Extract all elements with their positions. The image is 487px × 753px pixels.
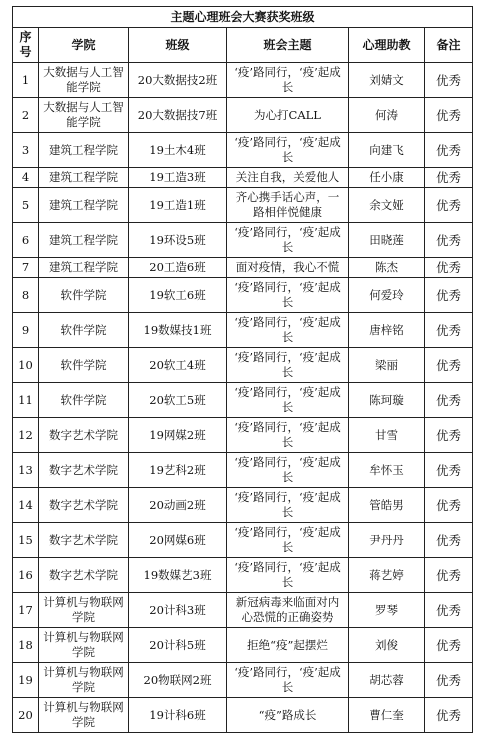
row-note: 优秀 [425, 523, 473, 558]
row-note: 优秀 [425, 628, 473, 663]
header-theme: 班会主题 [227, 28, 349, 63]
row-college: 软件学院 [39, 278, 129, 313]
row-index: 18 [13, 628, 39, 663]
row-note: 优秀 [425, 348, 473, 383]
row-assistant: 牟怀玉 [349, 453, 425, 488]
row-theme: ‘疫’路同行，‘疫’起成长 [227, 348, 349, 383]
table-row [13, 558, 473, 593]
table-row [13, 628, 473, 663]
row-index: 13 [13, 453, 39, 488]
row-college: 计算机与物联网学院 [39, 698, 129, 733]
award-table [12, 6, 473, 733]
row-note: 优秀 [425, 278, 473, 313]
row-assistant: 田晓莲 [349, 223, 425, 258]
row-assistant: 胡芯蓉 [349, 663, 425, 698]
row-note: 优秀 [425, 63, 473, 98]
row-theme: ‘疫’路同行，‘疫’起成长 [227, 453, 349, 488]
row-theme: ‘疫’路同行，‘疫’起成长 [227, 418, 349, 453]
table-row [13, 663, 473, 698]
table-row [13, 63, 473, 98]
row-note: 优秀 [425, 258, 473, 278]
row-index: 3 [13, 133, 39, 168]
row-note: 优秀 [425, 488, 473, 523]
table-title: 主题心理班会大赛获奖班级 [13, 7, 473, 28]
award-table-container [12, 6, 472, 733]
row-note: 优秀 [425, 223, 473, 258]
row-assistant: 蒋艺婷 [349, 558, 425, 593]
row-assistant: 何爱玲 [349, 278, 425, 313]
row-college: 数字艺术学院 [39, 523, 129, 558]
row-assistant: 唐梓铭 [349, 313, 425, 348]
table-row [13, 313, 473, 348]
row-college: 建筑工程学院 [39, 168, 129, 188]
row-theme: ‘疫’路同行，‘疫’起成长 [227, 383, 349, 418]
row-note: 优秀 [425, 663, 473, 698]
row-college: 计算机与物联网学院 [39, 593, 129, 628]
row-theme: ‘疫’路同行，‘疫’起成长 [227, 523, 349, 558]
row-class: 19工造1班 [129, 188, 227, 223]
row-class: 20大数据技7班 [129, 98, 227, 133]
row-note: 优秀 [425, 558, 473, 593]
row-theme: ‘疫’路同行，‘疫’起成长 [227, 488, 349, 523]
row-class: 20工造6班 [129, 258, 227, 278]
row-class: 19网媒2班 [129, 418, 227, 453]
row-theme: 齐心携手话心声，一路相伴悦健康 [227, 188, 349, 223]
row-college: 建筑工程学院 [39, 258, 129, 278]
row-class: 19艺科2班 [129, 453, 227, 488]
row-index: 19 [13, 663, 39, 698]
row-class: 19软工6班 [129, 278, 227, 313]
table-row [13, 348, 473, 383]
table-row [13, 133, 473, 168]
row-assistant: 曹仁奎 [349, 698, 425, 733]
table-row [13, 488, 473, 523]
row-assistant: 刘婧文 [349, 63, 425, 98]
row-college: 建筑工程学院 [39, 133, 129, 168]
row-class: 19数媒艺3班 [129, 558, 227, 593]
row-college: 数字艺术学院 [39, 418, 129, 453]
row-note: 优秀 [425, 418, 473, 453]
header-index: 序 号 [13, 28, 39, 63]
table-row [13, 593, 473, 628]
table-row [13, 383, 473, 418]
row-theme: ‘疫’路同行，‘疫’起成长 [227, 223, 349, 258]
row-index: 4 [13, 168, 39, 188]
row-note: 优秀 [425, 188, 473, 223]
row-class: 20大数据技2班 [129, 63, 227, 98]
table-row [13, 168, 473, 188]
header-assistant: 心理助教 [349, 28, 425, 63]
row-note: 优秀 [425, 313, 473, 348]
row-index: 11 [13, 383, 39, 418]
row-note: 优秀 [425, 453, 473, 488]
row-class: 19土木4班 [129, 133, 227, 168]
row-theme: 关注自我，关爱他人 [227, 168, 349, 188]
row-college: 软件学院 [39, 313, 129, 348]
row-college: 大数据与人工智能学院 [39, 63, 129, 98]
table-row [13, 453, 473, 488]
row-class: 20网媒6班 [129, 523, 227, 558]
row-college: 软件学院 [39, 383, 129, 418]
table-row [13, 698, 473, 733]
row-index: 7 [13, 258, 39, 278]
row-theme: ‘疫’路同行，‘疫’起成长 [227, 278, 349, 313]
table-row [13, 523, 473, 558]
table-row [13, 98, 473, 133]
row-theme: “疫”路成长 [227, 698, 349, 733]
row-class: 19数媒技1班 [129, 313, 227, 348]
row-class: 20软工4班 [129, 348, 227, 383]
row-class: 19计科6班 [129, 698, 227, 733]
table-row [13, 188, 473, 223]
row-assistant: 何涛 [349, 98, 425, 133]
table-row [13, 418, 473, 453]
row-theme: 新冠病毒来临面对内心恐慌的正确姿势 [227, 593, 349, 628]
row-college: 建筑工程学院 [39, 223, 129, 258]
row-theme: ‘疫’路同行，‘疫’起成长 [227, 63, 349, 98]
row-college: 数字艺术学院 [39, 488, 129, 523]
row-class: 20计科3班 [129, 593, 227, 628]
row-theme: ‘疫’路同行，‘疫’起成长 [227, 663, 349, 698]
row-college: 数字艺术学院 [39, 453, 129, 488]
row-index: 20 [13, 698, 39, 733]
row-note: 优秀 [425, 168, 473, 188]
row-index: 14 [13, 488, 39, 523]
row-note: 优秀 [425, 383, 473, 418]
row-class: 20物联网2班 [129, 663, 227, 698]
row-college: 计算机与物联网学院 [39, 628, 129, 663]
row-class: 20软工5班 [129, 383, 227, 418]
row-index: 12 [13, 418, 39, 453]
row-index: 10 [13, 348, 39, 383]
row-theme: 拒绝“疫”起摆烂 [227, 628, 349, 663]
row-assistant: 管皓男 [349, 488, 425, 523]
row-index: 6 [13, 223, 39, 258]
table-row [13, 258, 473, 278]
row-class: 20动画2班 [129, 488, 227, 523]
row-class: 19环设5班 [129, 223, 227, 258]
row-assistant: 余文娅 [349, 188, 425, 223]
table-row [13, 223, 473, 258]
row-theme: ‘疫’路同行，‘疫’起成长 [227, 133, 349, 168]
row-assistant: 罗琴 [349, 593, 425, 628]
row-note: 优秀 [425, 133, 473, 168]
row-index: 2 [13, 98, 39, 133]
row-note: 优秀 [425, 698, 473, 733]
header-college: 学院 [39, 28, 129, 63]
row-assistant: 向建飞 [349, 133, 425, 168]
row-assistant: 陈珂璇 [349, 383, 425, 418]
row-index: 1 [13, 63, 39, 98]
row-class: 19工造3班 [129, 168, 227, 188]
row-theme: ‘疫’路同行，‘疫’起成长 [227, 558, 349, 593]
row-assistant: 甘雪 [349, 418, 425, 453]
row-index: 8 [13, 278, 39, 313]
row-assistant: 任小康 [349, 168, 425, 188]
row-note: 优秀 [425, 98, 473, 133]
row-index: 17 [13, 593, 39, 628]
row-index: 9 [13, 313, 39, 348]
row-class: 20计科5班 [129, 628, 227, 663]
header-class: 班级 [129, 28, 227, 63]
row-assistant: 刘俊 [349, 628, 425, 663]
header-row [13, 28, 473, 63]
row-college: 数字艺术学院 [39, 558, 129, 593]
row-index: 16 [13, 558, 39, 593]
row-index: 15 [13, 523, 39, 558]
header-note: 备注 [425, 28, 473, 63]
row-index: 5 [13, 188, 39, 223]
row-theme: 面对疫情，我心不慌 [227, 258, 349, 278]
row-theme: ‘疫’路同行，‘疫’起成长 [227, 313, 349, 348]
row-college: 建筑工程学院 [39, 188, 129, 223]
row-assistant: 梁丽 [349, 348, 425, 383]
row-college: 大数据与人工智能学院 [39, 98, 129, 133]
row-college: 计算机与物联网学院 [39, 663, 129, 698]
row-college: 软件学院 [39, 348, 129, 383]
row-assistant: 陈杰 [349, 258, 425, 278]
table-row [13, 278, 473, 313]
row-theme: 为心打CALL [227, 98, 349, 133]
row-note: 优秀 [425, 593, 473, 628]
row-assistant: 尹丹丹 [349, 523, 425, 558]
